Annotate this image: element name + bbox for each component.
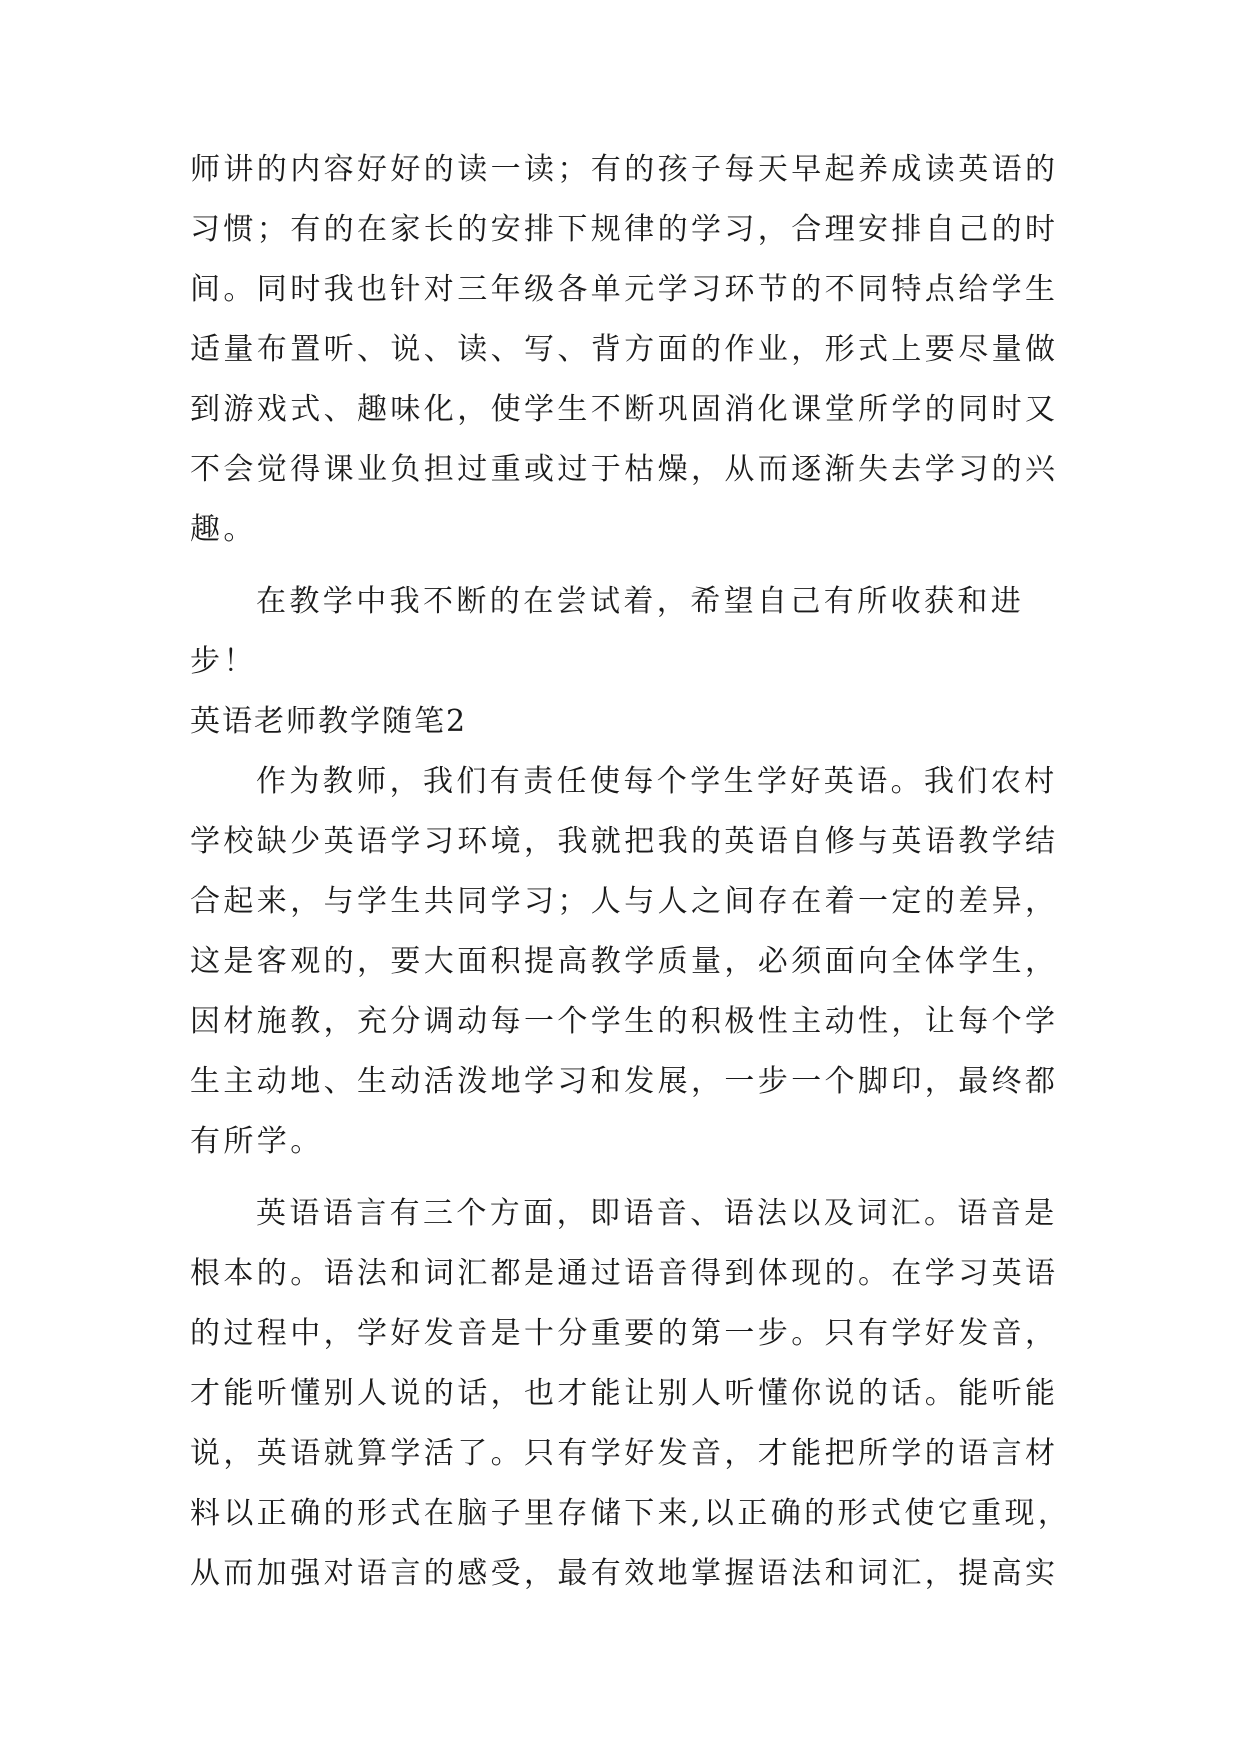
text-line: 生主动地、生动活泼地学习和发展，一步一个脚印，最终都 (190, 1064, 1059, 1099)
text-line: 根本的。语法和词汇都是通过语音得到体现的。在学习英语 (190, 1256, 1059, 1291)
text-line: 步！ (190, 644, 257, 679)
text-line: 合起来，与学生共同学习；人与人之间存在着一定的差异， (190, 884, 1059, 919)
text-line: 从而加强对语言的感受，最有效地掌握语法和词汇，提高实 (190, 1556, 1059, 1591)
text-line: 说，英语就算学活了。只有学好发音，才能把所学的语言材 (190, 1436, 1059, 1471)
paragraph-gap (190, 1172, 1052, 1184)
section-heading: 英语老师教学随笔2 (190, 704, 468, 739)
text-line: 英语语言有三个方面，即语音、语法以及词汇。语音是 (256, 1196, 1058, 1231)
text-line: 趣。 (190, 512, 257, 547)
text-line: 因材施教，充分调动每一个学生的积极性主动性，让每个学 (190, 1004, 1059, 1039)
paragraph-1 (190, 140, 1059, 560)
paragraph-2 (190, 572, 1052, 692)
text-line: 才能听懂别人说的话，也才能让别人听懂你说的话。能听能 (190, 1376, 1059, 1411)
text-line: 到游戏式、趣味化，使学生不断巩固消化课堂所学的同时又 (190, 392, 1059, 427)
paragraph-gap (190, 560, 1052, 572)
paragraph-3 (190, 752, 1059, 1172)
text-line: 料以正确的形式在脑子里存储下来,以正确的形式使它重现， (190, 1496, 1072, 1531)
text-line: 有所学。 (190, 1124, 324, 1159)
text-line: 的过程中，学好发音是十分重要的第一步。只有学好发音， (190, 1316, 1059, 1351)
text-line: 不会觉得课业负担过重或过于枯燥，从而逐渐失去学习的兴 (190, 452, 1059, 487)
text-line: 这是客观的，要大面积提高教学质量，必须面向全体学生， (190, 944, 1059, 979)
document-body (190, 140, 1072, 1604)
text-line: 间。同时我也针对三年级各单元学习环节的不同特点给学生 (190, 272, 1059, 307)
text-line: 师讲的内容好好的读一读；有的孩子每天早起养成读英语的 (190, 152, 1059, 187)
text-line: 作为教师，我们有责任使每个学生学好英语。我们农村 (256, 764, 1058, 799)
paragraph-4 (190, 1184, 1072, 1604)
text-line: 习惯；有的在家长的安排下规律的学习，合理安排自己的时 (190, 212, 1059, 247)
text-line: 在教学中我不断的在尝试着，希望自己有所收获和进 (256, 584, 1025, 619)
text-line: 适量布置听、说、读、写、背方面的作业，形式上要尽量做 (190, 332, 1059, 367)
text-line: 学校缺少英语学习环境，我就把我的英语自修与英语教学结 (190, 824, 1059, 859)
